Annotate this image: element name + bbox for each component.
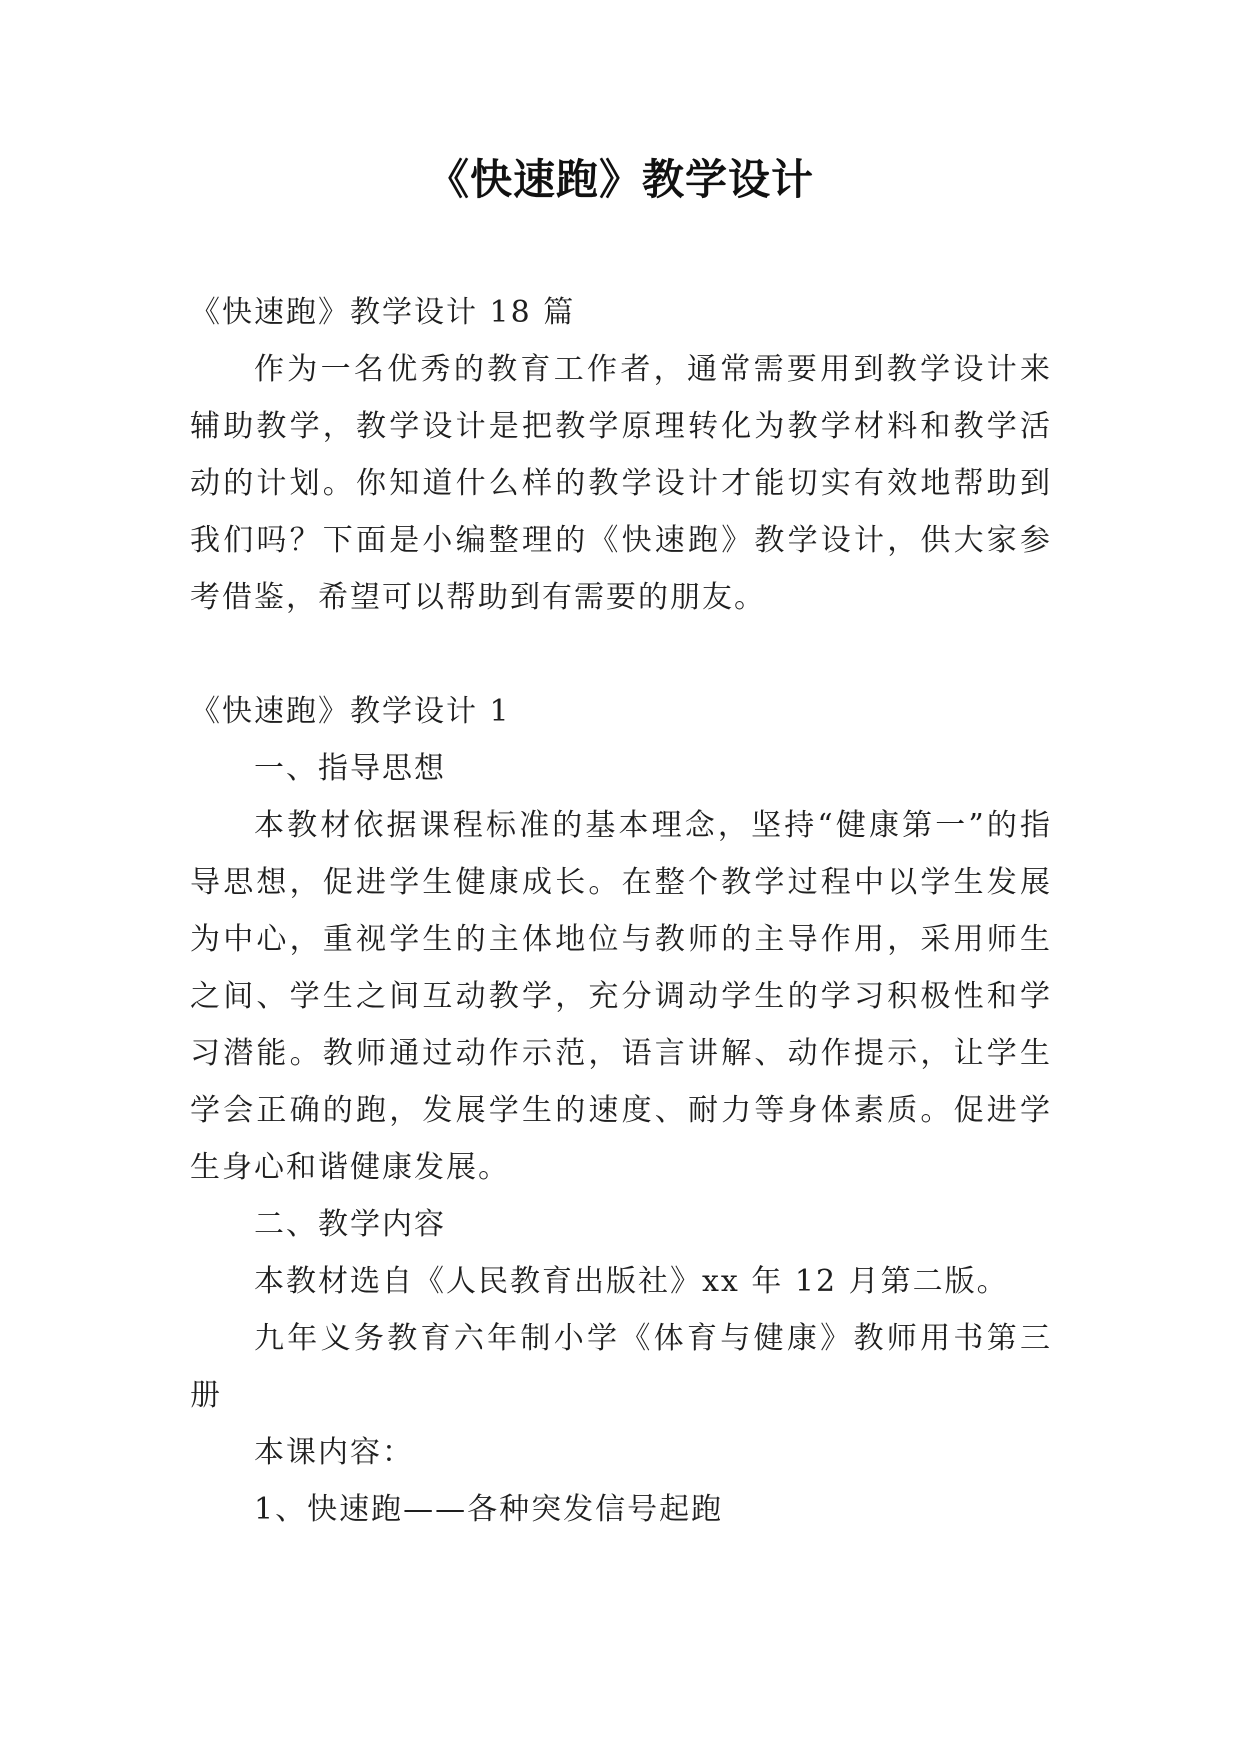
document-title: 《快速跑》教学设计 xyxy=(426,155,814,204)
document-body xyxy=(190,284,1052,1538)
paragraph-textbook-book: 九年义务教育六年制小学《体育与健康》教师用书第三册 xyxy=(190,1321,1052,1413)
document-subtitle: 《快速跑》教学设计 18 篇 xyxy=(190,295,576,330)
paragraph-guiding-thought: 本教材依据课程标准的基本理念，坚持“健康第一”的指导思想，促进学生健康成长。在整个教学过程中以学生发展为中心，重视学生的主体地位与教师的主导作用，采用师生之间、学生之间互动教学，充分调动学生的学习积极性和学习潜能。教师通过动作示范，语言讲解、动作提示，让学生学会正确的跑，发展学生的速度、耐力等身体素质。促进学生身心和谐健康发展。 xyxy=(190,808,1052,1185)
heading-guiding-thought: 一、指导思想 xyxy=(254,751,446,786)
paragraph-lesson-content-label: 本课内容： xyxy=(254,1435,414,1470)
paragraph-textbook-source: 本教材选自《人民教育出版社》xx 年 12 月第二版。 xyxy=(254,1264,1009,1299)
section-heading: 《快速跑》教学设计 1 xyxy=(190,694,511,729)
heading-teaching-content: 二、教学内容 xyxy=(254,1207,446,1242)
intro-paragraph: 作为一名优秀的教育工作者，通常需要用到教学设计来辅助教学，教学设计是把教学原理转化为教学材料和教学活动的计划。你知道什么样的教学设计才能切实有效地帮助到我们吗？下面是小编整理的《快速跑》教学设计，供大家参考借鉴，希望可以帮助到有需要的朋友。 xyxy=(190,352,1052,615)
paragraph-spacer xyxy=(190,626,1052,683)
paragraph-lesson-item-1: 1、快速跑——各种突发信号起跑 xyxy=(254,1492,724,1527)
